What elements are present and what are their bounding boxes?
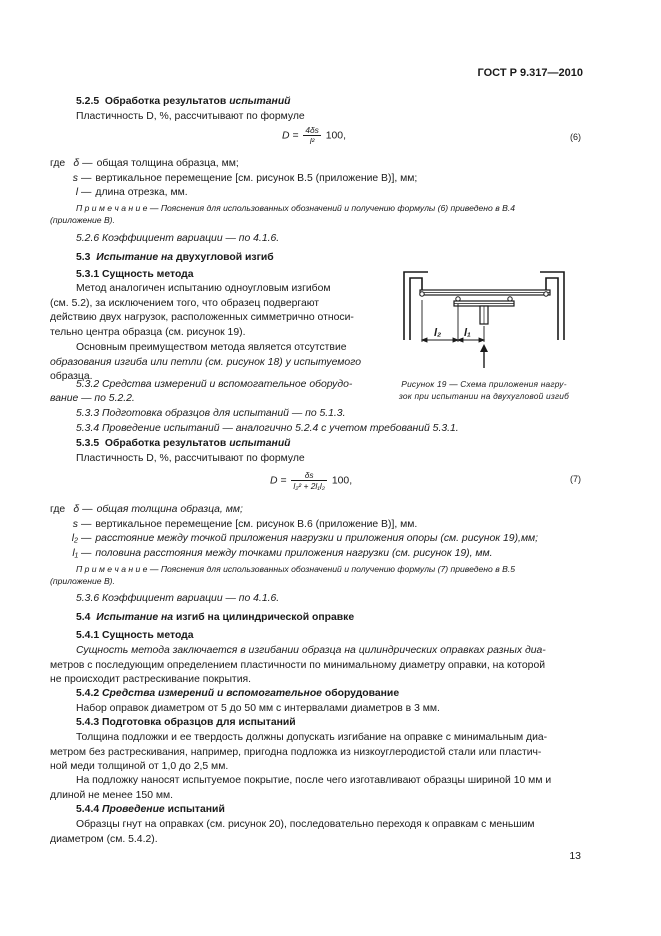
definition-text: половина расстояния между точками приложения нагрузки (см. рисунок 19), мм. [95, 547, 493, 559]
caption-line: Рисунок 19 — Схема приложения нагру- [401, 379, 567, 389]
section-5-2-5-title [76, 95, 291, 110]
definition-row [50, 547, 538, 562]
paragraph-line: образца. [50, 371, 93, 383]
section-5-4-title [76, 611, 354, 626]
specimen-plate [420, 290, 550, 295]
paragraph-line: длиной не менее 150 мм. [50, 789, 174, 801]
definition-dash: — [81, 172, 92, 184]
section-5-4-2-title [76, 687, 399, 702]
definition-text: вертикальное перемещение [см. рисунок В.5 (приложение В)], мм; [95, 172, 418, 184]
title-part-italic: Испытание на [96, 252, 176, 263]
document-header: ГОСТ Р 9.317—2010 [477, 67, 583, 79]
definition-dash: — [81, 187, 92, 199]
section-5-4-3-paragraph [50, 731, 587, 775]
section-5-2-5-intro: Пластичность D, %, рассчитывают по формуле [76, 111, 305, 122]
paragraph-line: На подложку наносят испытуемое покрытие, после чего изготавливают образцы шириной 10 мм и [76, 775, 552, 786]
definition-text: вертикальное перемещение [см. рисунок В.6 (приложение В)], мм. [95, 518, 418, 530]
paragraph-line: не происходит растрескивание покрытия. [50, 674, 252, 686]
page-number: 13 [569, 850, 581, 862]
title-part: изгиб на цилиндрической оправке [175, 612, 355, 623]
title-part-italic: Проведение [102, 804, 168, 815]
section-5-3-2-line2: вание — по 5.2.2. [50, 393, 135, 404]
loading-bar [454, 301, 514, 306]
paragraph-line: метров с последующим определением пластичности по минимальному диаметру оправки, на которой [50, 659, 546, 671]
title-part: 5.4.4 [76, 804, 102, 815]
definition-symbol: s [72, 518, 78, 530]
definition-row [50, 186, 417, 201]
formula-denominator: l² [309, 136, 315, 146]
section-5-4-2-text: Набор оправок диаметром от 5 до 50 мм с интервалами диаметров в 3 мм. [76, 703, 440, 714]
definition-dash: — [82, 504, 93, 515]
note-6-line1: П р и м е ч а н и е — Пояснения для использованных обозначений и получению формулы (6) приведено в В.4 [76, 203, 515, 213]
definitions-7 [50, 503, 538, 561]
paragraph-line: действию двух нагрузок, расположенных симметрично относи- [50, 312, 354, 324]
definition-text: общая толщина образца, мм; [96, 504, 243, 515]
definition-prefix: где [50, 158, 66, 169]
title-part-italic: испытаний [229, 438, 291, 449]
title-part-italic: Средства измерений и вспомогательное [102, 688, 325, 699]
paragraph-line: (см. 5.2), за исключением того, что образец подвергают [50, 297, 320, 309]
paragraph-line: Сущность метода заключается в изгибании образца на цилиндрических оправках разных диа- [76, 645, 546, 656]
formula-numerator: 4δs [305, 125, 319, 135]
paragraph-line: ной меди толщиной от 1,0 до 2,5 мм. [50, 761, 229, 773]
note-6-line2: (приложение В). [50, 215, 115, 225]
paragraph-line: тельно центра образца (см. рисунок 19). [50, 326, 246, 338]
definition-symbol: l₂ [71, 533, 78, 545]
equation-number-6: (6) [570, 132, 581, 142]
title-part-italic: Испытание на [96, 612, 176, 623]
formula-fraction [303, 125, 321, 146]
title-part-italic: испытаний [229, 96, 291, 107]
definition-dash: — [81, 547, 92, 559]
definition-row [50, 172, 417, 187]
formula-denominator: l₂² + 2l₁l₂ [293, 481, 325, 491]
paragraph-line: метром без растрескивания, например, пригодна подложка из низкоуглеродистой стали или пластич- [50, 746, 542, 758]
paragraph-line: Метод аналогичен испытанию одноугловым изгибом [76, 283, 331, 294]
caption-line: зок при испытании на двухугловой изгиб [398, 391, 570, 401]
section-5-3-5-intro: Пластичность D, %, рассчитывают по формуле [76, 453, 305, 464]
label-l1: l₁ [464, 327, 471, 339]
section-5-3-5-title [76, 437, 291, 452]
definition-text: общая толщина образца, мм; [96, 158, 239, 169]
title-part: двухугловой изгиб [175, 252, 274, 263]
section-5-3-title [76, 251, 274, 266]
definition-prefix: где [50, 504, 66, 515]
section-5-3-1-paragraph [50, 282, 376, 340]
definition-dash: — [82, 158, 93, 169]
definition-symbol: s [72, 172, 78, 184]
definition-row [50, 518, 538, 533]
section-5-4-1-paragraph [50, 644, 587, 688]
formula-tail: 100, [325, 130, 346, 142]
section-5-4-4-title [76, 803, 225, 818]
title-part: оборудование [324, 688, 400, 699]
definition-row [50, 503, 538, 518]
section-5-3-4: 5.3.4 Проведение испытаний — аналогично 5.2.4 с учетом требований 5.3.1. [76, 423, 459, 434]
support-point-right [544, 292, 548, 296]
formula-fraction [291, 470, 327, 491]
paragraph-line: образования изгиба или петли (см. рисунок 18) у испытуемого [50, 356, 361, 368]
section-5-3-1-title: 5.3.1 Сущность метода [76, 269, 194, 280]
section-number: 5.2.5 [76, 96, 100, 107]
formula-lhs: D = [282, 130, 299, 142]
title-part: 5.4.2 [76, 688, 102, 699]
formula-tail: 100, [331, 475, 353, 487]
section-number: 5.3.5 [76, 438, 100, 449]
definitions-6 [50, 157, 417, 201]
definition-dash: — [81, 518, 92, 530]
paragraph-line: Образцы гнут на оправках (см. рисунок 20), последовательно переходя к оправкам с меньшим [76, 819, 535, 830]
definition-row [50, 157, 417, 172]
figure-19-diagram [398, 268, 578, 378]
section-5-3-6: 5.3.6 Коэффициент вариации — по 4.1.6. [76, 593, 280, 604]
definition-symbol: l [75, 187, 78, 199]
section-5-3-3: 5.3.3 Подготовка образцов для испытаний — по 5.1.3. [76, 408, 346, 419]
paragraph-line: диаметром (см. 5.4.2). [50, 833, 158, 845]
definition-text: длина отрезка, мм. [95, 187, 188, 199]
paragraph-line: Толщина подложки и ее твердость должны допускать изгибание на оправке с минимальным диа- [76, 732, 548, 743]
formula-6 [282, 125, 346, 146]
section-5-4-3-paragraph2 [50, 774, 587, 803]
section-number: 5.3 [76, 252, 91, 263]
definition-symbol: l₁ [72, 547, 78, 559]
title-part: Обработка результатов [104, 96, 230, 107]
title-part: Обработка результатов [104, 438, 230, 449]
section-5-4-3-title: 5.4.3 Подготовка образцов для испытаний [76, 717, 296, 728]
section-5-4-4-paragraph [50, 818, 587, 847]
note-7-line1: П р и м е ч а н и е — Пояснения для использованных обозначений и получению формулы (7) приведено в В.5 [76, 564, 515, 574]
plunger [480, 306, 488, 324]
paragraph-line: Основным преимуществом метода является отсутствие [76, 342, 347, 353]
load-arrow [480, 344, 488, 368]
label-l2: l₂ [434, 327, 442, 339]
definition-row [50, 532, 538, 547]
section-5-4-1-title: 5.4.1 Сущность метода [76, 630, 194, 641]
formula-lhs: D = [270, 475, 287, 487]
definition-dash: — [81, 533, 92, 545]
section-5-2-6: 5.2.6 Коэффициент вариации — по 4.1.6. [76, 233, 280, 244]
note-7-line2: (приложение В). [50, 576, 115, 586]
figure-19-caption [384, 378, 584, 402]
section-5-3-2-line1: 5.3.2 Средства измерений и вспомогательное оборудо- [76, 379, 353, 390]
section-number: 5.4 [76, 612, 91, 623]
definition-symbol: δ [73, 504, 80, 515]
formula-7 [270, 470, 352, 491]
definition-text: расстояние между точкой приложения нагрузки и приложения опоры (см. рисунок 19),мм; [95, 533, 539, 545]
title-part: испытаний [167, 804, 225, 815]
formula-numerator: δs [291, 470, 327, 481]
support-point-left [420, 292, 424, 296]
definition-symbol: δ [73, 158, 80, 169]
equation-number-7: (7) [570, 474, 581, 484]
